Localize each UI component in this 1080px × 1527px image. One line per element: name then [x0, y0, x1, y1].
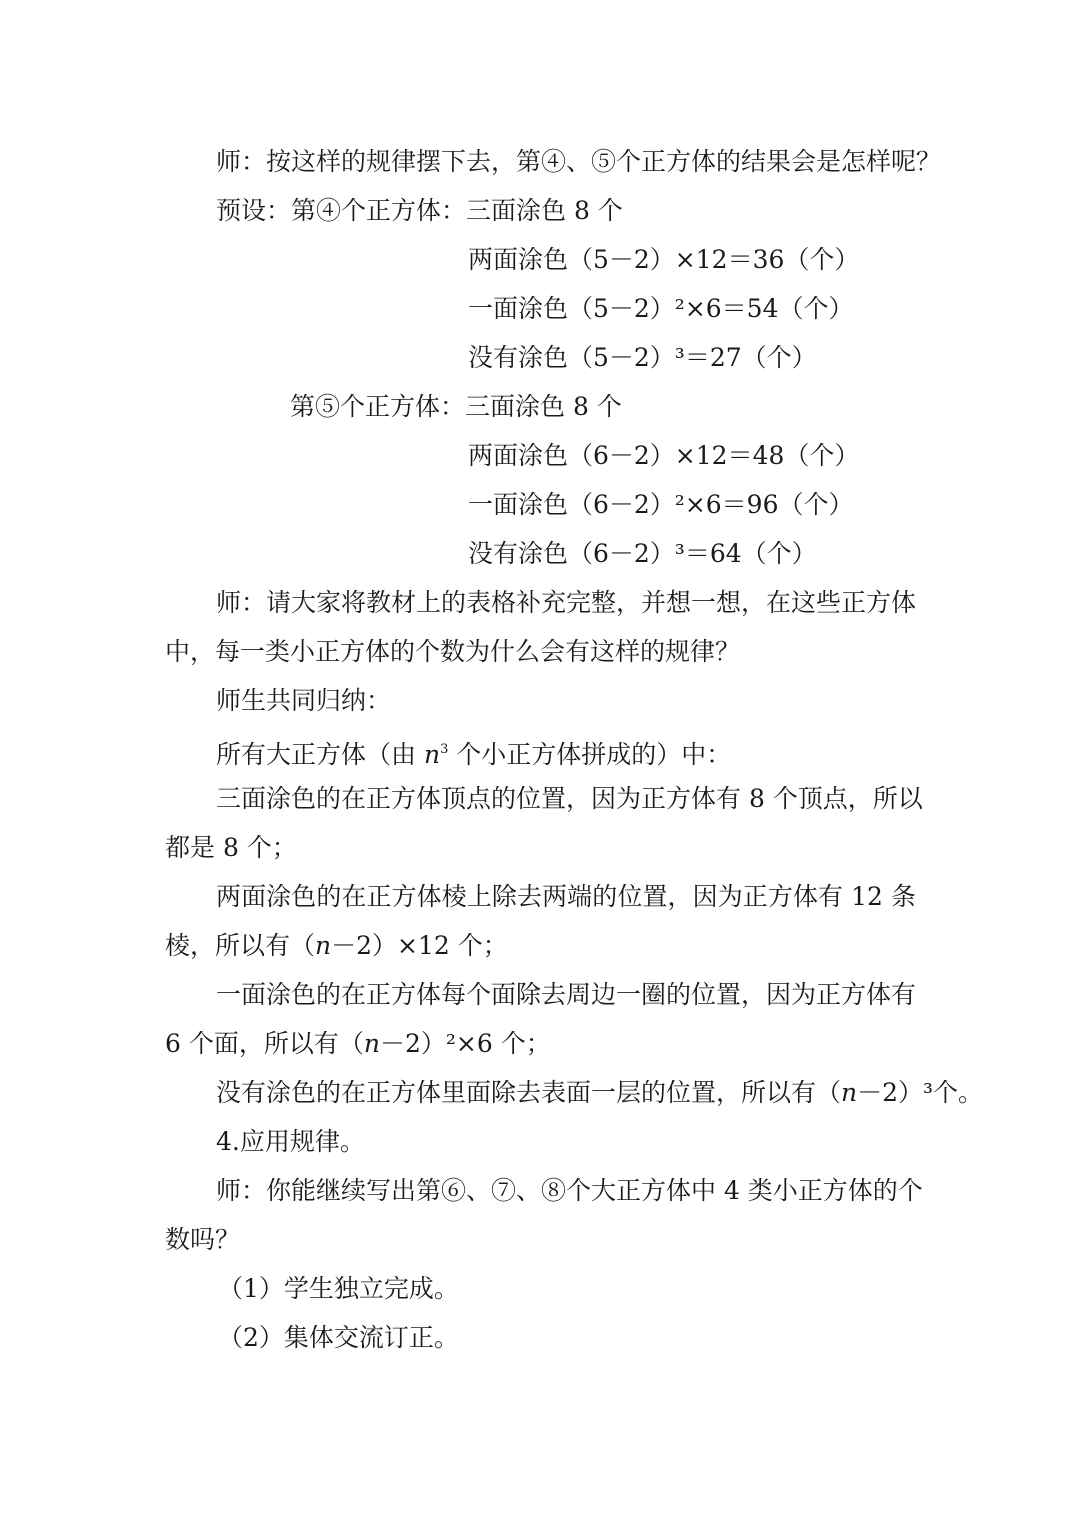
teacher-question-apply-cont: 数吗？: [165, 1225, 241, 1254]
preset-cube4-three-faces: 预设：第④个正方体：三面涂色 8 个: [216, 196, 623, 225]
rule-no-face-a: 没有涂色的在正方体里面除去表面一层的位置，所以有（: [216, 1078, 842, 1107]
cube5-three-faces: 第⑤个正方体：三面涂色 8 个: [290, 392, 622, 421]
rule-two-faces: 两面涂色的在正方体棱上除去两端的位置，因为正方体有 12 条: [216, 882, 916, 911]
rule-two-faces-cont: [0, 929, 1080, 963]
exponent-3: 3: [440, 742, 449, 757]
summary-intro: [0, 733, 1080, 772]
cube5-one-face: 一面涂色（6－2）²×6＝96（个）: [468, 490, 854, 519]
rule-two-faces-b: －2）×12 个；: [331, 931, 508, 960]
variable-n: n: [315, 931, 332, 960]
teacher-question: 师：按这样的规律摆下去，第④、⑤个正方体的结果会是怎样呢？: [216, 147, 942, 176]
cube4-no-face: 没有涂色（5－2）³＝27（个）: [468, 343, 817, 372]
step-2: （2）集体交流订正。: [218, 1323, 459, 1352]
variable-n: n: [363, 1029, 380, 1058]
rule-two-faces-a: 棱，所以有（: [165, 931, 316, 960]
variable-n: n: [423, 740, 441, 769]
rule-no-face-b: －2）³个。: [857, 1078, 984, 1107]
summary-heading: 师生共同归纳：: [216, 686, 392, 715]
rule-one-face-b: －2）²×6 个；: [379, 1029, 551, 1058]
rule-one-face-cont: [0, 1027, 1080, 1061]
variable-n: n: [841, 1078, 858, 1107]
rule-no-face: [0, 1076, 1080, 1110]
teacher-instruction: 师：请大家将教材上的表格补充完整，并想一想，在这些正方体: [216, 588, 917, 617]
cube5-no-face: 没有涂色（6－2）³＝64（个）: [468, 539, 817, 568]
rule-one-face-a: 6 个面，所以有（: [165, 1029, 364, 1058]
cube4-two-faces: 两面涂色（5－2）×12＝36（个）: [468, 245, 860, 274]
section-heading-apply: 4.应用规律。: [216, 1127, 365, 1156]
rule-three-faces: 三面涂色的在正方体顶点的位置，因为正方体有 8 个顶点，所以: [216, 784, 923, 813]
summary-intro-b: 个小正方体拼成的）中：: [448, 740, 732, 769]
summary-intro-a: 所有大正方体（由: [216, 740, 424, 769]
step-1: （1）学生独立完成。: [218, 1274, 459, 1303]
cube4-one-face: 一面涂色（5－2）²×6＝54（个）: [468, 294, 854, 323]
teacher-question-apply: 师：你能继续写出第⑥、⑦、⑧个大正方体中 4 类小正方体的个: [216, 1176, 923, 1205]
rule-one-face: 一面涂色的在正方体每个面除去周边一圈的位置，因为正方体有: [216, 980, 917, 1009]
rule-three-faces-cont: 都是 8 个；: [165, 833, 297, 862]
teacher-instruction-cont: 中，每一类小正方体的个数为什么会有这样的规律？: [165, 637, 741, 666]
cube5-two-faces: 两面涂色（6－2）×12＝48（个）: [468, 441, 860, 470]
